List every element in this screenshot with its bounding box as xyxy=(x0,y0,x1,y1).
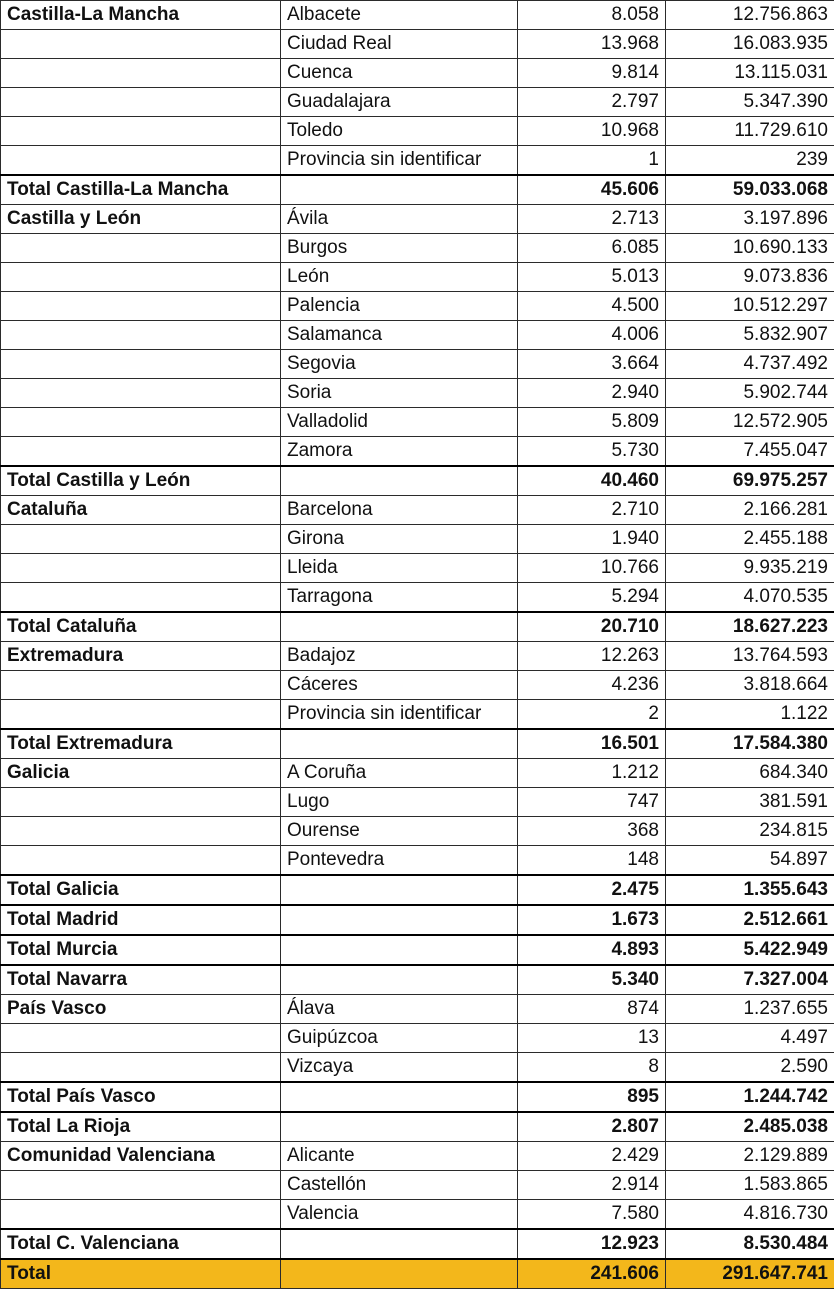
province-cell: Provincia sin identificar xyxy=(281,146,518,176)
amount-cell: 12.756.863 xyxy=(666,1,834,30)
subtotal-row xyxy=(1,1229,834,1259)
table-row xyxy=(1,583,834,613)
region-cell xyxy=(1,671,281,700)
table-row xyxy=(1,263,834,292)
table-row xyxy=(1,30,834,59)
total-label-cell: Total Castilla-La Mancha xyxy=(1,175,281,205)
count-cell: 13.968 xyxy=(518,30,666,59)
province-cell: Segovia xyxy=(281,350,518,379)
amount-cell: 1.244.742 xyxy=(666,1082,834,1112)
province-cell: Provincia sin identificar xyxy=(281,700,518,730)
region-cell xyxy=(1,1171,281,1200)
total-label-cell: Total País Vasco xyxy=(1,1082,281,1112)
province-cell: Tarragona xyxy=(281,583,518,613)
province-cell: Vizcaya xyxy=(281,1053,518,1083)
province-cell: Barcelona xyxy=(281,496,518,525)
province-cell: Ávila xyxy=(281,205,518,234)
region-cell xyxy=(1,788,281,817)
total-label-cell: Total Castilla y León xyxy=(1,466,281,496)
amount-cell: 1.583.865 xyxy=(666,1171,834,1200)
region-cell: Castilla y León xyxy=(1,205,281,234)
province-cell: A Coruña xyxy=(281,759,518,788)
count-cell: 1.940 xyxy=(518,525,666,554)
province-cell: Pontevedra xyxy=(281,846,518,876)
region-cell: Castilla-La Mancha xyxy=(1,1,281,30)
count-cell: 2.429 xyxy=(518,1142,666,1171)
province-cell: Lleida xyxy=(281,554,518,583)
subtotal-row xyxy=(1,905,834,935)
subtotal-row xyxy=(1,1112,834,1142)
total-label-cell: Total Navarra xyxy=(1,965,281,995)
table-row xyxy=(1,437,834,467)
region-cell xyxy=(1,817,281,846)
amount-cell: 13.115.031 xyxy=(666,59,834,88)
province-cell xyxy=(281,612,518,642)
region-cell xyxy=(1,846,281,876)
region-cell xyxy=(1,59,281,88)
table-row xyxy=(1,350,834,379)
count-cell: 16.501 xyxy=(518,729,666,759)
count-cell: 747 xyxy=(518,788,666,817)
amount-cell: 5.347.390 xyxy=(666,88,834,117)
count-cell: 895 xyxy=(518,1082,666,1112)
count-cell: 2.940 xyxy=(518,379,666,408)
subtotal-row xyxy=(1,729,834,759)
count-cell: 1 xyxy=(518,146,666,176)
count-cell: 40.460 xyxy=(518,466,666,496)
count-cell: 12.263 xyxy=(518,642,666,671)
amount-cell: 381.591 xyxy=(666,788,834,817)
amount-cell: 10.512.297 xyxy=(666,292,834,321)
subtotal-row xyxy=(1,1082,834,1112)
count-cell: 1.212 xyxy=(518,759,666,788)
count-cell: 4.500 xyxy=(518,292,666,321)
amount-cell: 1.122 xyxy=(666,700,834,730)
province-cell xyxy=(281,935,518,965)
region-cell: País Vasco xyxy=(1,995,281,1024)
amount-cell: 5.832.907 xyxy=(666,321,834,350)
province-cell xyxy=(281,1112,518,1142)
amount-cell: 2.590 xyxy=(666,1053,834,1083)
count-cell: 368 xyxy=(518,817,666,846)
count-cell: 874 xyxy=(518,995,666,1024)
count-cell: 5.809 xyxy=(518,408,666,437)
grand-total-row xyxy=(1,1259,834,1289)
amount-cell: 291.647.741 xyxy=(666,1259,834,1289)
province-cell: Salamanca xyxy=(281,321,518,350)
province-cell xyxy=(281,1229,518,1259)
amount-cell: 7.327.004 xyxy=(666,965,834,995)
subtotal-row xyxy=(1,935,834,965)
amount-cell: 13.764.593 xyxy=(666,642,834,671)
total-label-cell: Total xyxy=(1,1259,281,1289)
table-row xyxy=(1,817,834,846)
table-row xyxy=(1,995,834,1024)
region-cell xyxy=(1,1053,281,1083)
province-cell xyxy=(281,965,518,995)
amount-cell: 9.073.836 xyxy=(666,263,834,292)
amount-cell: 3.818.664 xyxy=(666,671,834,700)
region-cell: Galicia xyxy=(1,759,281,788)
province-cell: Toledo xyxy=(281,117,518,146)
count-cell: 5.730 xyxy=(518,437,666,467)
province-cell: Valencia xyxy=(281,1200,518,1230)
amount-cell: 2.455.188 xyxy=(666,525,834,554)
count-cell: 241.606 xyxy=(518,1259,666,1289)
table-row xyxy=(1,59,834,88)
province-cell xyxy=(281,905,518,935)
province-cell: Palencia xyxy=(281,292,518,321)
amount-cell: 2.485.038 xyxy=(666,1112,834,1142)
province-cell: Ciudad Real xyxy=(281,30,518,59)
region-cell xyxy=(1,700,281,730)
table-row xyxy=(1,496,834,525)
region-cell xyxy=(1,292,281,321)
amount-cell: 2.129.889 xyxy=(666,1142,834,1171)
table-row xyxy=(1,700,834,730)
table-row xyxy=(1,292,834,321)
region-cell xyxy=(1,350,281,379)
count-cell: 8.058 xyxy=(518,1,666,30)
total-label-cell: Total Extremadura xyxy=(1,729,281,759)
amount-cell: 5.902.744 xyxy=(666,379,834,408)
table-row xyxy=(1,408,834,437)
table-row xyxy=(1,321,834,350)
count-cell: 10.766 xyxy=(518,554,666,583)
region-cell: Cataluña xyxy=(1,496,281,525)
subtotal-row xyxy=(1,612,834,642)
amount-cell: 3.197.896 xyxy=(666,205,834,234)
region-cell: Extremadura xyxy=(1,642,281,671)
count-cell: 6.085 xyxy=(518,234,666,263)
province-cell: León xyxy=(281,263,518,292)
amount-cell: 4.737.492 xyxy=(666,350,834,379)
table-row xyxy=(1,205,834,234)
amount-cell: 8.530.484 xyxy=(666,1229,834,1259)
amount-cell: 10.690.133 xyxy=(666,234,834,263)
amount-cell: 7.455.047 xyxy=(666,437,834,467)
region-cell xyxy=(1,88,281,117)
count-cell: 2.710 xyxy=(518,496,666,525)
region-cell xyxy=(1,379,281,408)
province-cell xyxy=(281,729,518,759)
count-cell: 13 xyxy=(518,1024,666,1053)
count-cell: 7.580 xyxy=(518,1200,666,1230)
province-cell xyxy=(281,175,518,205)
count-cell: 2.914 xyxy=(518,1171,666,1200)
table-row xyxy=(1,1171,834,1200)
count-cell: 8 xyxy=(518,1053,666,1083)
table-row xyxy=(1,788,834,817)
table-row xyxy=(1,525,834,554)
province-cell: Albacete xyxy=(281,1,518,30)
province-cell xyxy=(281,1259,518,1289)
count-cell: 2.475 xyxy=(518,875,666,905)
region-cell xyxy=(1,437,281,467)
table-row xyxy=(1,117,834,146)
region-cell xyxy=(1,117,281,146)
amount-cell: 4.070.535 xyxy=(666,583,834,613)
count-cell: 2 xyxy=(518,700,666,730)
table-row xyxy=(1,379,834,408)
province-cell: Alicante xyxy=(281,1142,518,1171)
count-cell: 9.814 xyxy=(518,59,666,88)
province-cell: Valladolid xyxy=(281,408,518,437)
table-row xyxy=(1,759,834,788)
table-body xyxy=(1,1,834,1289)
province-cell: Girona xyxy=(281,525,518,554)
table-row xyxy=(1,234,834,263)
total-label-cell: Total La Rioja xyxy=(1,1112,281,1142)
amount-cell: 4.816.730 xyxy=(666,1200,834,1230)
region-cell xyxy=(1,525,281,554)
subtotal-row xyxy=(1,965,834,995)
count-cell: 1.673 xyxy=(518,905,666,935)
count-cell: 2.807 xyxy=(518,1112,666,1142)
province-cell: Cuenca xyxy=(281,59,518,88)
table-row xyxy=(1,1024,834,1053)
table-row xyxy=(1,1053,834,1083)
province-cell: Soria xyxy=(281,379,518,408)
amount-cell: 1.237.655 xyxy=(666,995,834,1024)
amount-cell: 2.166.281 xyxy=(666,496,834,525)
province-cell: Ourense xyxy=(281,817,518,846)
amount-cell: 2.512.661 xyxy=(666,905,834,935)
region-cell xyxy=(1,1200,281,1230)
count-cell: 5.013 xyxy=(518,263,666,292)
province-cell: Zamora xyxy=(281,437,518,467)
subtotal-row xyxy=(1,466,834,496)
province-cell: Guipúzcoa xyxy=(281,1024,518,1053)
amount-cell: 59.033.068 xyxy=(666,175,834,205)
province-cell: Álava xyxy=(281,995,518,1024)
count-cell: 12.923 xyxy=(518,1229,666,1259)
count-cell: 4.236 xyxy=(518,671,666,700)
count-cell: 5.340 xyxy=(518,965,666,995)
count-cell: 148 xyxy=(518,846,666,876)
region-cell xyxy=(1,583,281,613)
province-cell: Lugo xyxy=(281,788,518,817)
region-cell xyxy=(1,263,281,292)
amount-cell: 4.497 xyxy=(666,1024,834,1053)
count-cell: 10.968 xyxy=(518,117,666,146)
region-cell xyxy=(1,321,281,350)
province-cell xyxy=(281,1082,518,1112)
amount-cell: 9.935.219 xyxy=(666,554,834,583)
table-row xyxy=(1,1200,834,1230)
count-cell: 45.606 xyxy=(518,175,666,205)
count-cell: 4.006 xyxy=(518,321,666,350)
province-cell xyxy=(281,875,518,905)
amount-cell: 11.729.610 xyxy=(666,117,834,146)
region-cell xyxy=(1,1024,281,1053)
region-cell xyxy=(1,146,281,176)
count-cell: 2.797 xyxy=(518,88,666,117)
province-cell: Burgos xyxy=(281,234,518,263)
total-label-cell: Total Cataluña xyxy=(1,612,281,642)
region-cell xyxy=(1,408,281,437)
amount-cell: 684.340 xyxy=(666,759,834,788)
amount-cell: 12.572.905 xyxy=(666,408,834,437)
table-row xyxy=(1,88,834,117)
amount-cell: 18.627.223 xyxy=(666,612,834,642)
province-cell: Castellón xyxy=(281,1171,518,1200)
subtotal-row xyxy=(1,175,834,205)
table-row xyxy=(1,146,834,176)
amount-cell: 16.083.935 xyxy=(666,30,834,59)
amount-cell: 1.355.643 xyxy=(666,875,834,905)
count-cell: 20.710 xyxy=(518,612,666,642)
region-cell xyxy=(1,234,281,263)
table-row xyxy=(1,1142,834,1171)
amount-cell: 17.584.380 xyxy=(666,729,834,759)
province-cell xyxy=(281,466,518,496)
total-label-cell: Total Madrid xyxy=(1,905,281,935)
subtotal-row xyxy=(1,875,834,905)
region-cell xyxy=(1,554,281,583)
table-row xyxy=(1,642,834,671)
province-cell: Badajoz xyxy=(281,642,518,671)
amount-cell: 69.975.257 xyxy=(666,466,834,496)
province-cell: Guadalajara xyxy=(281,88,518,117)
table-row xyxy=(1,554,834,583)
region-cell xyxy=(1,30,281,59)
count-cell: 3.664 xyxy=(518,350,666,379)
amount-cell: 54.897 xyxy=(666,846,834,876)
table-row xyxy=(1,846,834,876)
table-row xyxy=(1,671,834,700)
province-cell: Cáceres xyxy=(281,671,518,700)
amount-cell: 234.815 xyxy=(666,817,834,846)
amount-cell: 239 xyxy=(666,146,834,176)
amount-cell: 5.422.949 xyxy=(666,935,834,965)
count-cell: 5.294 xyxy=(518,583,666,613)
total-label-cell: Total Murcia xyxy=(1,935,281,965)
count-cell: 4.893 xyxy=(518,935,666,965)
table-row xyxy=(1,1,834,30)
total-label-cell: Total Galicia xyxy=(1,875,281,905)
region-cell: Comunidad Valenciana xyxy=(1,1142,281,1171)
count-cell: 2.713 xyxy=(518,205,666,234)
total-label-cell: Total C. Valenciana xyxy=(1,1229,281,1259)
